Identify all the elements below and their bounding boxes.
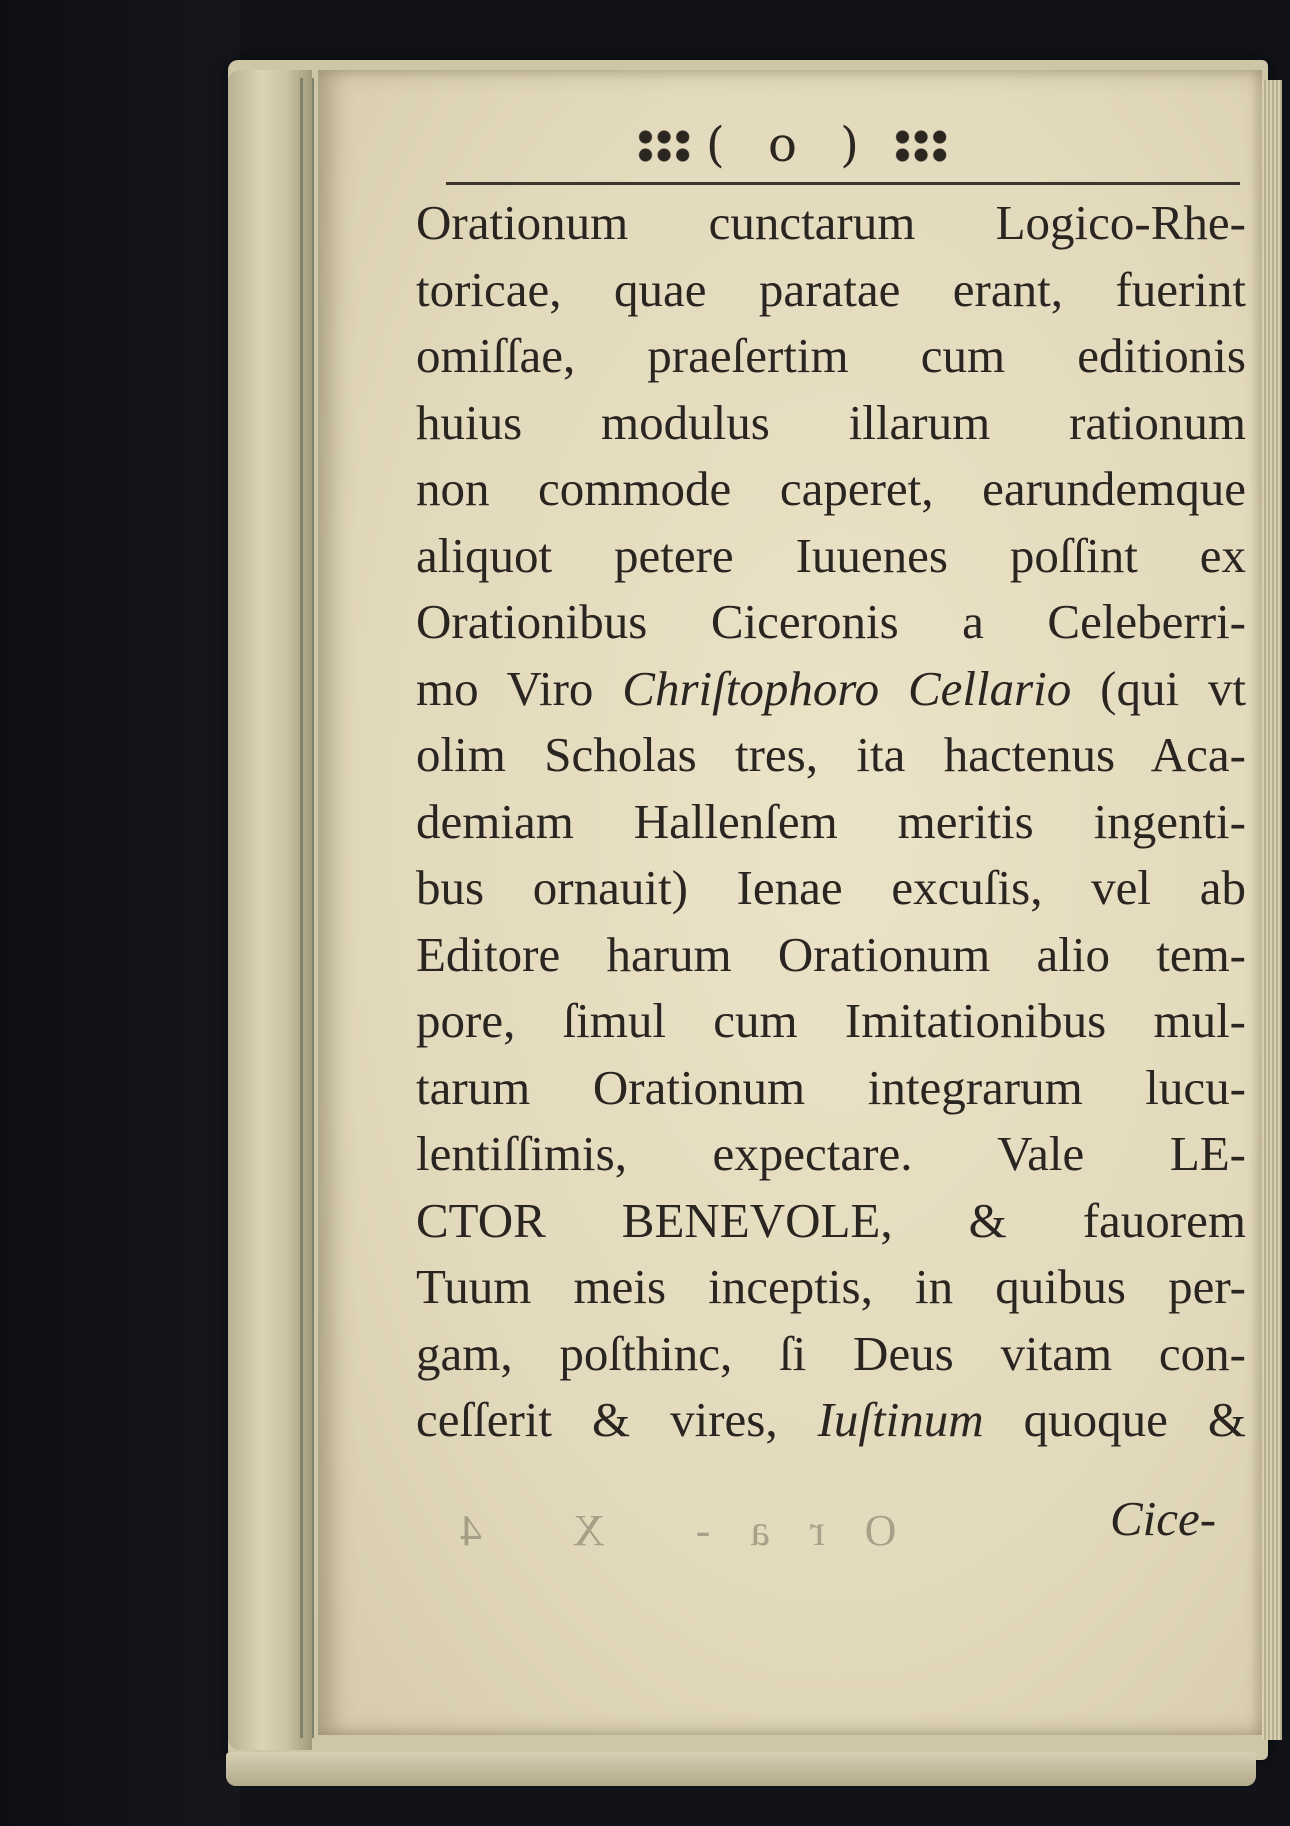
ornament-right-icon (887, 125, 949, 165)
text-run: mo Viro (416, 660, 623, 716)
text-line: huius modulus illarum rationum (416, 394, 1246, 450)
text-line: non commode caperet, earundemque (416, 461, 1246, 516)
ornament-left-icon (630, 125, 692, 165)
text-line: olim Scholas tres, ita hactenus Aca- (416, 727, 1246, 782)
text-run: quoque & (983, 1392, 1246, 1447)
text-line: pore, ſimul cum Imitationibus mul- (416, 993, 1246, 1048)
running-header (630, 110, 1030, 180)
spine-rule-inner (312, 78, 314, 1738)
cover-bottom-edge (226, 1752, 1256, 1786)
text-line: tarum Orationum integrarum lucu- (416, 1059, 1246, 1115)
text-line-mixed (416, 1387, 1246, 1454)
header-rule (446, 182, 1240, 185)
text-line: aliquot petere Iuuenes poſſint ex (416, 527, 1246, 583)
page-number: ( o ) (706, 117, 873, 173)
text-line: toricae, quae paratae erant, fuerint (416, 261, 1246, 317)
text-line: CTOR BENEVOLE, & fauorem (416, 1192, 1246, 1248)
page-fore-edge (1262, 80, 1282, 1740)
text-run: (qui vt (1071, 660, 1247, 716)
text-line-mixed (416, 656, 1246, 723)
text-line: Editore harum Orationum alio tem- (416, 926, 1246, 982)
text-line: Orationum cunctarum Logico-Rhe- (416, 195, 1246, 250)
body-text (416, 190, 1246, 1454)
text-line: omiſſae, praeſertim cum editionis (416, 328, 1246, 383)
text-run: ceſſerit & vires, (416, 1392, 818, 1447)
spine-rule (300, 78, 303, 1738)
text-line: bus ornauit) Ienae excuſis, vel ab (416, 860, 1246, 915)
bleed-through-text: Ora- X 4 (420, 1506, 897, 1555)
italic-name: Chriſtophoro Cellario (622, 660, 1072, 716)
text-line: lentiſſimis, expectare. Vale LE- (416, 1126, 1246, 1181)
catchword: Cice- (1110, 1491, 1217, 1546)
text-line: Tuum meis inceptis, in quibus per- (416, 1259, 1246, 1314)
text-line: gam, poſthinc, ſi Deus vitam con- (416, 1325, 1246, 1381)
background-left (0, 0, 240, 1826)
italic-name: Iuſtinum (817, 1392, 984, 1447)
text-line: Orationibus Ciceronis a Celeberri- (416, 594, 1246, 649)
text-line: demiam Hallenſem meritis ingenti- (416, 793, 1246, 849)
